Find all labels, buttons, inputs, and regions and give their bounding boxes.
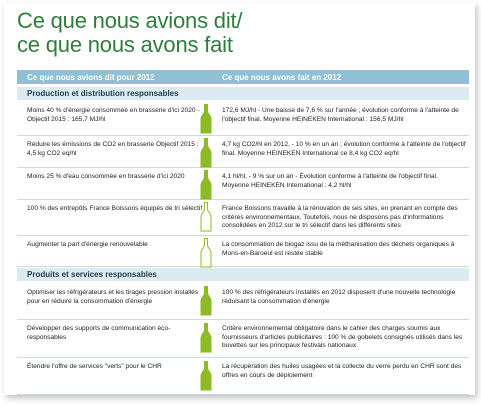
header-col-done: Ce que nous avons fait en 2012 xyxy=(222,73,342,82)
section-production-label: Production et distribution responsables xyxy=(27,89,179,98)
section-products-label: Produits et services responsables xyxy=(27,270,157,279)
table-row xyxy=(17,319,469,358)
table-row xyxy=(17,235,469,267)
page-title xyxy=(17,9,242,57)
table-row xyxy=(17,199,469,236)
title-line-1: Ce que nous avions dit/ xyxy=(17,8,243,33)
table-header xyxy=(17,70,469,84)
table-row xyxy=(17,283,469,320)
result-text: La consommation de biogaz issu de la méthanisation des déchets organiques à Mons-en-Baroeul est restée stable xyxy=(222,241,455,257)
header-col-said: Ce que nous avions dit pour 2012 xyxy=(27,73,155,82)
result-text: Critère environnemental obligatoire dans le cahier des charges soumis aux fournisseurs d'articles publicitaires : 100 % de gobelets consignés utilisés dans les buvettes sur les principaux festivals nationaux xyxy=(222,325,463,349)
table-row xyxy=(17,101,469,136)
bottle-filled-icon xyxy=(200,286,212,321)
table-row xyxy=(17,357,469,395)
commitment-text: Optimiser les réfrigérateurs et les tirages pression installés pour en réduire la consommation d'énergie xyxy=(27,289,199,305)
table-row xyxy=(17,167,469,200)
section-products xyxy=(17,268,469,281)
commitment-text: Augmenter la part d'énergie renouvelable xyxy=(27,241,148,248)
commitment-text: Moins 25 % d'eau consommée en brasserie d'ici 2020 xyxy=(27,173,185,180)
bottle-empty-icon xyxy=(200,202,212,237)
title-line-2: ce que nous avons fait xyxy=(17,32,233,57)
result-text: France Boissons travaille à la rénovation de ses sites, en prenant en compte des critères environnementaux. Toutefois, nous ne disposons pas d'informations consolidées en 2012 sur le tri sélectif dans les différents sites xyxy=(222,205,458,229)
bottle-filled-icon xyxy=(200,104,212,139)
result-text: 100 % des réfrigérateurs installés en 2012 disposent d'une nouvelle technologie réduisant la consommation d'énergie xyxy=(222,289,456,305)
section-production xyxy=(17,87,469,100)
bottle-filled-icon xyxy=(200,361,212,396)
bottle-filled-icon xyxy=(200,323,212,358)
commitment-text: 100 % des entrepôts France Boissons équipés de tri sélectif xyxy=(27,205,203,212)
commitment-text: Moins 40 % d'énergie consommée en brasserie d'ici 2020 - Objectif 2015 : 165,7 MJ/hl xyxy=(27,107,200,123)
commitment-text: Réduire les émissions de CO2 en brasserie Objectif 2015 : 4,5 kg CO2 eq/hl xyxy=(27,141,199,157)
report-page xyxy=(4,3,475,395)
result-text: 4,7 kg CO2/hl en 2012, - 10 % en un an ; évolution conforme à l'atteinte de l'objectif final. Moyenne HEINEKEN International ce 8,4 kg CO2 eq/hl xyxy=(222,141,466,157)
commitment-text: Développer des supports de communication éco-responsables xyxy=(27,325,171,341)
commitment-text: Étendre l'offre de services "verts" pour le CHR xyxy=(27,363,162,370)
result-text: 4,1 hl/hl, - 9 % sur un an - Évolution conforme à l'atteinte de l'objectif final. Moyenne HEINEKEN International : 4,2 hl/hl xyxy=(222,173,438,189)
result-text: 172,6 MJ/hl - Une baisse de 7,6 % sur l'année ; évolution conforme à l'atteinte de l'objectif final. Moyenne HEINEKEN International : 156,5 MJ/hl xyxy=(222,107,459,123)
result-text: La récupération des huiles usagées et la collecte du verre perdu en CHR sont des offres en cours de déploiement xyxy=(222,363,462,379)
table-row xyxy=(17,135,469,168)
